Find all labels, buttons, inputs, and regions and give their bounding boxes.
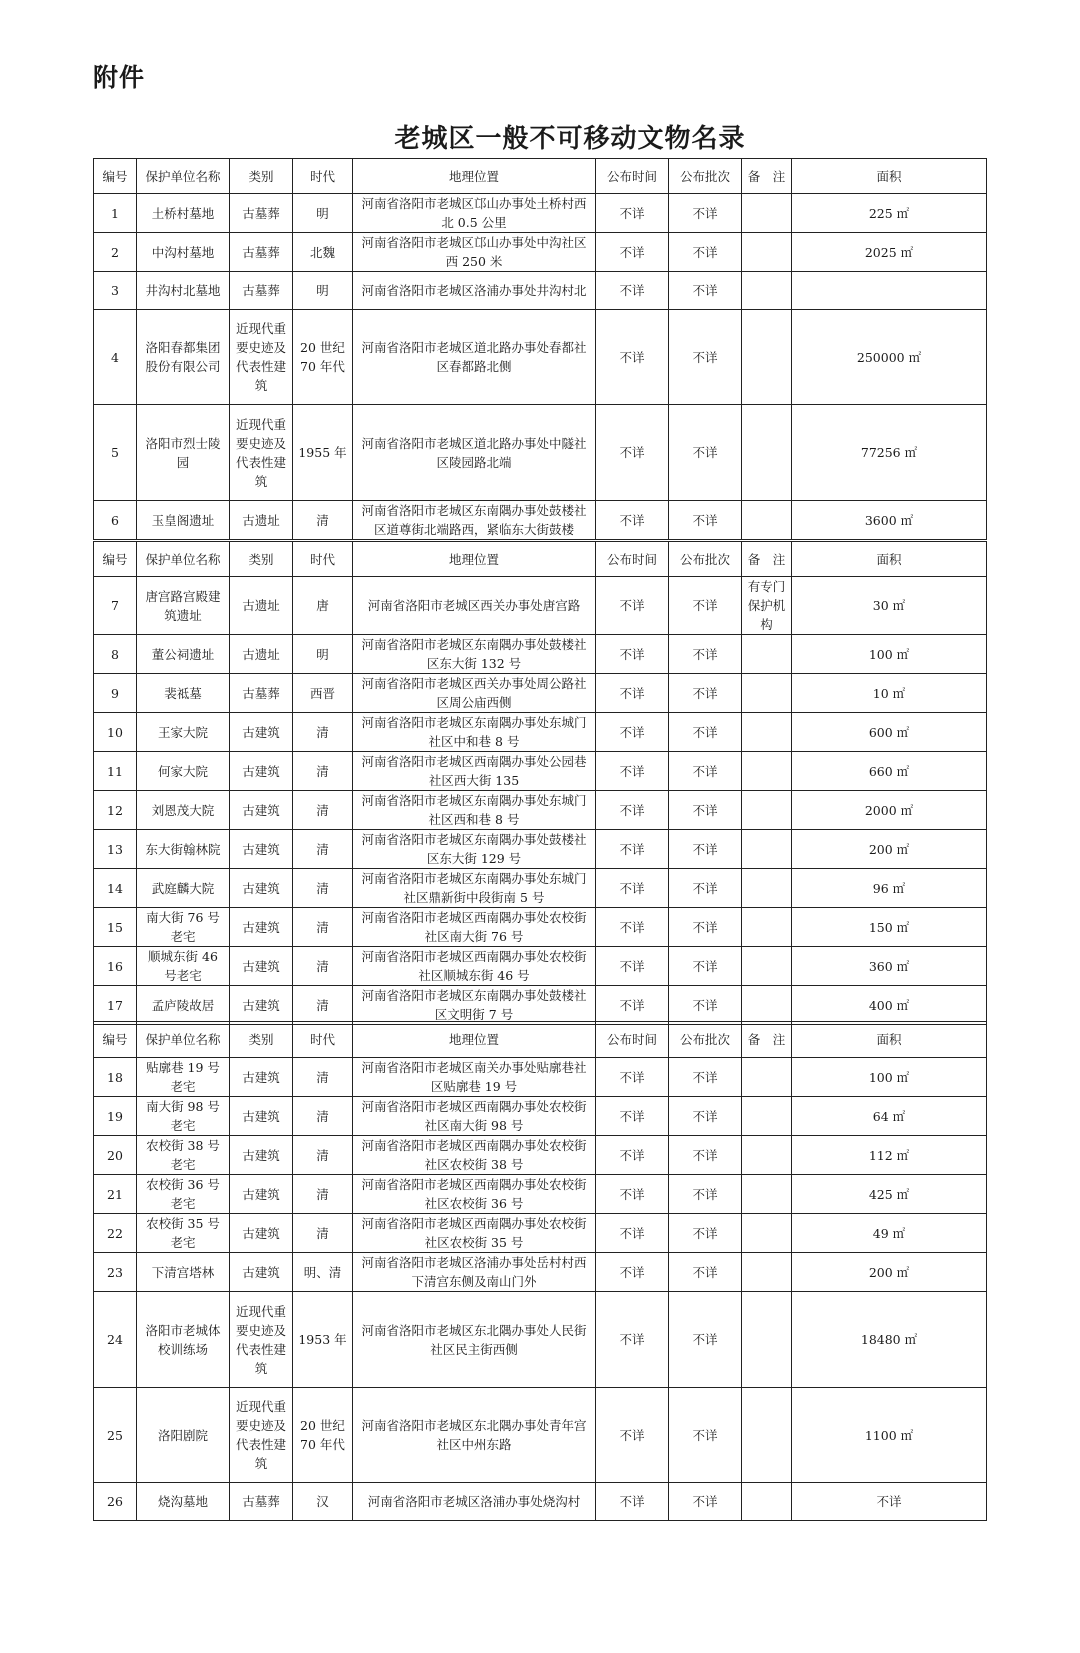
cell-number: 15 bbox=[94, 908, 137, 947]
cell-publish-time: 不详 bbox=[596, 1097, 669, 1136]
cell-publish-time: 不详 bbox=[596, 635, 669, 674]
cell-location: 河南省洛阳市老城区西南隅办事处农校街社区农校街 35 号 bbox=[353, 1214, 596, 1253]
cell-publish-time: 不详 bbox=[596, 986, 669, 1025]
header-area: 面积 bbox=[792, 159, 987, 194]
cell-location: 河南省洛阳市老城区东南隅办事处鼓楼社区东大街 132 号 bbox=[353, 635, 596, 674]
cell-area: 112 ㎡ bbox=[792, 1136, 987, 1175]
table-row bbox=[94, 1292, 987, 1388]
cell-remarks bbox=[742, 1136, 792, 1175]
cell-number: 25 bbox=[94, 1388, 137, 1483]
cell-number: 5 bbox=[94, 405, 137, 501]
cell-area: 18480 ㎡ bbox=[792, 1292, 987, 1388]
cell-publish-batch: 不详 bbox=[669, 1214, 742, 1253]
cell-name: 洛阳市烈士陵园 bbox=[137, 405, 230, 501]
header-category: 类别 bbox=[230, 159, 293, 194]
cell-publish-batch: 不详 bbox=[669, 501, 742, 540]
cell-location: 河南省洛阳市老城区道北路办事处春都社区春都路北侧 bbox=[353, 310, 596, 405]
cell-era: 清 bbox=[293, 947, 353, 986]
cell-area: 77256 ㎡ bbox=[792, 405, 987, 501]
cell-publish-batch: 不详 bbox=[669, 1483, 742, 1521]
cell-category: 古建筑 bbox=[230, 713, 293, 752]
cell-area: 10 ㎡ bbox=[792, 674, 987, 713]
cell-category: 古遗址 bbox=[230, 501, 293, 540]
cell-publish-time: 不详 bbox=[596, 947, 669, 986]
cell-publish-time: 不详 bbox=[596, 1388, 669, 1483]
cell-category: 古建筑 bbox=[230, 791, 293, 830]
cell-category: 近现代重要史迹及代表性建筑 bbox=[230, 310, 293, 405]
table-row bbox=[94, 713, 987, 752]
header-publish-time: 公布时间 bbox=[596, 1022, 669, 1058]
table-row bbox=[94, 908, 987, 947]
header-area: 面积 bbox=[792, 542, 987, 577]
cell-publish-batch: 不详 bbox=[669, 194, 742, 233]
cell-remarks bbox=[742, 869, 792, 908]
cell-category: 古建筑 bbox=[230, 830, 293, 869]
cell-remarks bbox=[742, 908, 792, 947]
relic-table-section bbox=[93, 1021, 987, 1521]
cell-location: 河南省洛阳市老城区东北隅办事处青年宫社区中州东路 bbox=[353, 1388, 596, 1483]
cell-location: 河南省洛阳市老城区邙山办事处中沟社区西 250 米 bbox=[353, 233, 596, 272]
cell-area bbox=[792, 272, 987, 310]
table-row bbox=[94, 752, 987, 791]
cell-publish-time: 不详 bbox=[596, 869, 669, 908]
cell-location: 河南省洛阳市老城区南关办事处贴廓巷社区贴廓巷 19 号 bbox=[353, 1058, 596, 1097]
table-row bbox=[94, 1136, 987, 1175]
cell-area: 2000 ㎡ bbox=[792, 791, 987, 830]
cell-number: 23 bbox=[94, 1253, 137, 1292]
cell-location: 河南省洛阳市老城区东南隅办事处鼓楼社区文明街 7 号 bbox=[353, 986, 596, 1025]
header-number: 编号 bbox=[94, 542, 137, 577]
cell-area: 400 ㎡ bbox=[792, 986, 987, 1025]
cell-category: 古建筑 bbox=[230, 1097, 293, 1136]
cell-publish-time: 不详 bbox=[596, 1058, 669, 1097]
cell-name: 井沟村北墓地 bbox=[137, 272, 230, 310]
cell-publish-batch: 不详 bbox=[669, 233, 742, 272]
cell-era: 1955 年 bbox=[293, 405, 353, 501]
cell-remarks bbox=[742, 194, 792, 233]
table-header-row bbox=[94, 159, 987, 194]
cell-publish-batch: 不详 bbox=[669, 577, 742, 635]
cell-remarks bbox=[742, 1388, 792, 1483]
relic-table-section bbox=[93, 158, 987, 540]
header-remarks: 备 注 bbox=[742, 1022, 792, 1058]
cell-remarks bbox=[742, 635, 792, 674]
cell-category: 古建筑 bbox=[230, 869, 293, 908]
cell-remarks bbox=[742, 1058, 792, 1097]
cell-category: 古建筑 bbox=[230, 1058, 293, 1097]
cell-remarks bbox=[742, 272, 792, 310]
cell-location: 河南省洛阳市老城区西南隅办事处农校街社区南大街 98 号 bbox=[353, 1097, 596, 1136]
header-area: 面积 bbox=[792, 1022, 987, 1058]
cell-era: 清 bbox=[293, 1136, 353, 1175]
cell-number: 18 bbox=[94, 1058, 137, 1097]
cell-publish-time: 不详 bbox=[596, 272, 669, 310]
cell-era: 清 bbox=[293, 1058, 353, 1097]
cell-publish-time: 不详 bbox=[596, 1292, 669, 1388]
header-publish-time: 公布时间 bbox=[596, 542, 669, 577]
cell-name: 洛阳市老城体校训练场 bbox=[137, 1292, 230, 1388]
cell-location: 河南省洛阳市老城区西南隅办事处农校街社区农校街 36 号 bbox=[353, 1175, 596, 1214]
cell-publish-time: 不详 bbox=[596, 1253, 669, 1292]
document-title: 老城区一般不可移动文物名录 bbox=[394, 124, 746, 154]
cell-category: 古建筑 bbox=[230, 1175, 293, 1214]
cell-location: 河南省洛阳市老城区洛浦办事处岳村村西下清宫东侧及南山门外 bbox=[353, 1253, 596, 1292]
table-header-row bbox=[94, 1022, 987, 1058]
cell-category: 近现代重要史迹及代表性建筑 bbox=[230, 1388, 293, 1483]
cell-era: 清 bbox=[293, 1175, 353, 1214]
cell-name: 王家大院 bbox=[137, 713, 230, 752]
cell-era: 清 bbox=[293, 986, 353, 1025]
cell-remarks bbox=[742, 713, 792, 752]
header-publish-time: 公布时间 bbox=[596, 159, 669, 194]
table-row bbox=[94, 405, 987, 501]
cell-publish-time: 不详 bbox=[596, 233, 669, 272]
cell-category: 近现代重要史迹及代表性建筑 bbox=[230, 1292, 293, 1388]
cell-location: 河南省洛阳市老城区西关办事处唐宫路 bbox=[353, 577, 596, 635]
cell-publish-batch: 不详 bbox=[669, 986, 742, 1025]
cell-category: 近现代重要史迹及代表性建筑 bbox=[230, 405, 293, 501]
cell-area: 250000 ㎡ bbox=[792, 310, 987, 405]
cell-publish-batch: 不详 bbox=[669, 272, 742, 310]
cell-publish-time: 不详 bbox=[596, 830, 669, 869]
cell-publish-batch: 不详 bbox=[669, 908, 742, 947]
cell-number: 2 bbox=[94, 233, 137, 272]
cell-location: 河南省洛阳市老城区东南隅办事处鼓楼社区东大街 129 号 bbox=[353, 830, 596, 869]
cell-publish-time: 不详 bbox=[596, 405, 669, 501]
cell-location: 河南省洛阳市老城区西南隅办事处农校街社区南大街 76 号 bbox=[353, 908, 596, 947]
cell-publish-time: 不详 bbox=[596, 791, 669, 830]
cell-location: 河南省洛阳市老城区西关办事处周公路社区周公庙西侧 bbox=[353, 674, 596, 713]
cell-area: 425 ㎡ bbox=[792, 1175, 987, 1214]
cell-era: 西晋 bbox=[293, 674, 353, 713]
cell-area: 600 ㎡ bbox=[792, 713, 987, 752]
table-row bbox=[94, 501, 987, 540]
cell-era: 明 bbox=[293, 194, 353, 233]
cell-category: 古墓葬 bbox=[230, 1483, 293, 1521]
cell-name: 武庭麟大院 bbox=[137, 869, 230, 908]
cell-publish-time: 不详 bbox=[596, 577, 669, 635]
header-era: 时代 bbox=[293, 159, 353, 194]
cell-area: 64 ㎡ bbox=[792, 1097, 987, 1136]
cell-area: 30 ㎡ bbox=[792, 577, 987, 635]
cell-location: 河南省洛阳市老城区西南隅办事处农校街社区农校街 38 号 bbox=[353, 1136, 596, 1175]
cell-name: 董公祠遗址 bbox=[137, 635, 230, 674]
cell-publish-time: 不详 bbox=[596, 194, 669, 233]
table-row bbox=[94, 310, 987, 405]
cell-remarks bbox=[742, 986, 792, 1025]
cell-publish-time: 不详 bbox=[596, 1175, 669, 1214]
cell-remarks bbox=[742, 501, 792, 540]
cell-name: 何家大院 bbox=[137, 752, 230, 791]
cell-location: 河南省洛阳市老城区洛浦办事处井沟村北 bbox=[353, 272, 596, 310]
cell-publish-batch: 不详 bbox=[669, 1253, 742, 1292]
header-category: 类别 bbox=[230, 1022, 293, 1058]
cell-number: 8 bbox=[94, 635, 137, 674]
cell-era: 清 bbox=[293, 1214, 353, 1253]
table-row bbox=[94, 986, 987, 1025]
cell-name: 土桥村墓地 bbox=[137, 194, 230, 233]
cell-publish-batch: 不详 bbox=[669, 869, 742, 908]
cell-era: 清 bbox=[293, 1097, 353, 1136]
cell-remarks bbox=[742, 1253, 792, 1292]
cell-name: 农校街 36 号老宅 bbox=[137, 1175, 230, 1214]
cell-location: 河南省洛阳市老城区东南隅办事处鼓楼社区道尊街北端路西，紧临东大街鼓楼 bbox=[353, 501, 596, 540]
cell-location: 河南省洛阳市老城区西南隅办事处公园巷社区西大街 135 bbox=[353, 752, 596, 791]
table-header-row bbox=[94, 542, 987, 577]
table-row bbox=[94, 1097, 987, 1136]
cell-era: 清 bbox=[293, 830, 353, 869]
cell-category: 古建筑 bbox=[230, 752, 293, 791]
cell-era: 明、清 bbox=[293, 1253, 353, 1292]
cell-name: 孟庐陵故居 bbox=[137, 986, 230, 1025]
cell-number: 12 bbox=[94, 791, 137, 830]
cell-era: 清 bbox=[293, 713, 353, 752]
cell-remarks bbox=[742, 752, 792, 791]
table-row bbox=[94, 869, 987, 908]
cell-remarks bbox=[742, 1292, 792, 1388]
cell-number: 20 bbox=[94, 1136, 137, 1175]
cell-publish-batch: 不详 bbox=[669, 674, 742, 713]
cell-era: 汉 bbox=[293, 1483, 353, 1521]
cell-remarks bbox=[742, 1483, 792, 1521]
cell-era: 清 bbox=[293, 869, 353, 908]
header-number: 编号 bbox=[94, 159, 137, 194]
header-era: 时代 bbox=[293, 542, 353, 577]
cell-publish-time: 不详 bbox=[596, 1214, 669, 1253]
table-row bbox=[94, 1253, 987, 1292]
header-category: 类别 bbox=[230, 542, 293, 577]
cell-location: 河南省洛阳市老城区邙山办事处土桥村西北 0.5 公里 bbox=[353, 194, 596, 233]
cell-location: 河南省洛阳市老城区东南隅办事处东城门社区中和巷 8 号 bbox=[353, 713, 596, 752]
cell-publish-batch: 不详 bbox=[669, 405, 742, 501]
cell-number: 24 bbox=[94, 1292, 137, 1388]
table-row bbox=[94, 194, 987, 233]
cell-name: 南大街 76 号老宅 bbox=[137, 908, 230, 947]
cell-category: 古建筑 bbox=[230, 947, 293, 986]
cell-location: 河南省洛阳市老城区东南隅办事处东城门社区西和巷 8 号 bbox=[353, 791, 596, 830]
cell-location: 河南省洛阳市老城区东南隅办事处东城门社区鼎新街中段街南 5 号 bbox=[353, 869, 596, 908]
table-row bbox=[94, 1214, 987, 1253]
cell-name: 洛阳剧院 bbox=[137, 1388, 230, 1483]
cell-category: 古遗址 bbox=[230, 635, 293, 674]
header-era: 时代 bbox=[293, 1022, 353, 1058]
cell-era: 清 bbox=[293, 791, 353, 830]
cell-remarks bbox=[742, 233, 792, 272]
header-publish-batch: 公布批次 bbox=[669, 159, 742, 194]
cell-remarks bbox=[742, 1097, 792, 1136]
header-number: 编号 bbox=[94, 1022, 137, 1058]
cell-location: 河南省洛阳市老城区西南隅办事处农校街社区顺城东街 46 号 bbox=[353, 947, 596, 986]
cell-category: 古墓葬 bbox=[230, 233, 293, 272]
table-row bbox=[94, 947, 987, 986]
cell-number: 7 bbox=[94, 577, 137, 635]
cell-name: 洛阳春都集团股份有限公司 bbox=[137, 310, 230, 405]
cell-area: 360 ㎡ bbox=[792, 947, 987, 986]
cell-name: 中沟村墓地 bbox=[137, 233, 230, 272]
cell-category: 古墓葬 bbox=[230, 194, 293, 233]
cell-area: 660 ㎡ bbox=[792, 752, 987, 791]
cell-era: 20 世纪 70 年代 bbox=[293, 310, 353, 405]
cell-remarks bbox=[742, 674, 792, 713]
cell-remarks bbox=[742, 405, 792, 501]
cell-publish-time: 不详 bbox=[596, 713, 669, 752]
cell-number: 19 bbox=[94, 1097, 137, 1136]
header-name: 保护单位名称 bbox=[137, 542, 230, 577]
cell-category: 古建筑 bbox=[230, 908, 293, 947]
cell-publish-time: 不详 bbox=[596, 1136, 669, 1175]
cell-publish-time: 不详 bbox=[596, 674, 669, 713]
cell-location: 河南省洛阳市老城区洛浦办事处烧沟村 bbox=[353, 1483, 596, 1521]
cell-publish-batch: 不详 bbox=[669, 1136, 742, 1175]
cell-area: 49 ㎡ bbox=[792, 1214, 987, 1253]
cell-publish-batch: 不详 bbox=[669, 752, 742, 791]
table-row bbox=[94, 830, 987, 869]
cell-category: 古遗址 bbox=[230, 577, 293, 635]
cell-location: 河南省洛阳市老城区东北隅办事处人民街社区民主街西侧 bbox=[353, 1292, 596, 1388]
table-row bbox=[94, 674, 987, 713]
cell-publish-batch: 不详 bbox=[669, 1175, 742, 1214]
cell-era: 清 bbox=[293, 501, 353, 540]
cell-area: 100 ㎡ bbox=[792, 635, 987, 674]
attachment-label: 附件 bbox=[93, 63, 146, 92]
cell-name: 唐宫路宫殿建筑遗址 bbox=[137, 577, 230, 635]
header-publish-batch: 公布批次 bbox=[669, 542, 742, 577]
cell-area: 1100 ㎡ bbox=[792, 1388, 987, 1483]
cell-category: 古墓葬 bbox=[230, 674, 293, 713]
cell-remarks bbox=[742, 947, 792, 986]
cell-publish-batch: 不详 bbox=[669, 1388, 742, 1483]
cell-era: 明 bbox=[293, 272, 353, 310]
cell-name: 玉皇阁遗址 bbox=[137, 501, 230, 540]
cell-remarks bbox=[742, 1214, 792, 1253]
cell-number: 14 bbox=[94, 869, 137, 908]
cell-publish-time: 不详 bbox=[596, 908, 669, 947]
cell-number: 22 bbox=[94, 1214, 137, 1253]
cell-category: 古建筑 bbox=[230, 1136, 293, 1175]
cell-remarks bbox=[742, 791, 792, 830]
table-row bbox=[94, 272, 987, 310]
cell-era: 1953 年 bbox=[293, 1292, 353, 1388]
table-row bbox=[94, 233, 987, 272]
table-row bbox=[94, 791, 987, 830]
cell-category: 古建筑 bbox=[230, 1253, 293, 1292]
cell-era: 明 bbox=[293, 635, 353, 674]
cell-number: 6 bbox=[94, 501, 137, 540]
cell-remarks bbox=[742, 310, 792, 405]
cell-area: 100 ㎡ bbox=[792, 1058, 987, 1097]
header-publish-batch: 公布批次 bbox=[669, 1022, 742, 1058]
cell-name: 农校街 38 号老宅 bbox=[137, 1136, 230, 1175]
cell-number: 17 bbox=[94, 986, 137, 1025]
cell-area: 225 ㎡ bbox=[792, 194, 987, 233]
cell-number: 1 bbox=[94, 194, 137, 233]
cell-name: 顺城东街 46 号老宅 bbox=[137, 947, 230, 986]
cell-number: 10 bbox=[94, 713, 137, 752]
cell-publish-batch: 不详 bbox=[669, 830, 742, 869]
cell-remarks bbox=[742, 830, 792, 869]
cell-name: 裴祗墓 bbox=[137, 674, 230, 713]
header-location: 地理位置 bbox=[353, 159, 596, 194]
table-row bbox=[94, 1483, 987, 1521]
cell-remarks bbox=[742, 1175, 792, 1214]
table-row bbox=[94, 1058, 987, 1097]
cell-name: 烧沟墓地 bbox=[137, 1483, 230, 1521]
cell-era: 清 bbox=[293, 752, 353, 791]
cell-name: 下清宫塔林 bbox=[137, 1253, 230, 1292]
cell-location: 河南省洛阳市老城区道北路办事处中隧社区陵园路北端 bbox=[353, 405, 596, 501]
cell-publish-time: 不详 bbox=[596, 752, 669, 791]
cell-area: 3600 ㎡ bbox=[792, 501, 987, 540]
header-remarks: 备 注 bbox=[742, 542, 792, 577]
table-row bbox=[94, 635, 987, 674]
cell-era: 唐 bbox=[293, 577, 353, 635]
cell-publish-batch: 不详 bbox=[669, 1097, 742, 1136]
cell-publish-time: 不详 bbox=[596, 501, 669, 540]
cell-area: 96 ㎡ bbox=[792, 869, 987, 908]
header-location: 地理位置 bbox=[353, 542, 596, 577]
cell-publish-batch: 不详 bbox=[669, 947, 742, 986]
cell-number: 16 bbox=[94, 947, 137, 986]
cell-name: 贴廓巷 19 号老宅 bbox=[137, 1058, 230, 1097]
cell-name: 南大街 98 号老宅 bbox=[137, 1097, 230, 1136]
header-remarks: 备 注 bbox=[742, 159, 792, 194]
cell-area: 200 ㎡ bbox=[792, 1253, 987, 1292]
cell-era: 20 世纪 70 年代 bbox=[293, 1388, 353, 1483]
cell-publish-batch: 不详 bbox=[669, 635, 742, 674]
cell-category: 古建筑 bbox=[230, 986, 293, 1025]
cell-category: 古建筑 bbox=[230, 1214, 293, 1253]
cell-publish-batch: 不详 bbox=[669, 791, 742, 830]
cell-publish-time: 不详 bbox=[596, 310, 669, 405]
cell-area: 200 ㎡ bbox=[792, 830, 987, 869]
cell-name: 农校街 35 号老宅 bbox=[137, 1214, 230, 1253]
cell-publish-time: 不详 bbox=[596, 1483, 669, 1521]
cell-area: 150 ㎡ bbox=[792, 908, 987, 947]
header-location: 地理位置 bbox=[353, 1022, 596, 1058]
table-row bbox=[94, 1175, 987, 1214]
cell-number: 9 bbox=[94, 674, 137, 713]
header-name: 保护单位名称 bbox=[137, 1022, 230, 1058]
cell-number: 3 bbox=[94, 272, 137, 310]
cell-number: 13 bbox=[94, 830, 137, 869]
cell-category: 古墓葬 bbox=[230, 272, 293, 310]
cell-area: 2025 ㎡ bbox=[792, 233, 987, 272]
table-row bbox=[94, 577, 987, 635]
cell-name: 东大街翰林院 bbox=[137, 830, 230, 869]
cell-publish-batch: 不详 bbox=[669, 713, 742, 752]
cell-name: 刘恩茂大院 bbox=[137, 791, 230, 830]
cell-number: 4 bbox=[94, 310, 137, 405]
header-name: 保护单位名称 bbox=[137, 159, 230, 194]
cell-number: 26 bbox=[94, 1483, 137, 1521]
cell-era: 清 bbox=[293, 908, 353, 947]
cell-number: 11 bbox=[94, 752, 137, 791]
table-row bbox=[94, 1388, 987, 1483]
cell-publish-batch: 不详 bbox=[669, 1292, 742, 1388]
cell-number: 21 bbox=[94, 1175, 137, 1214]
relic-table-section bbox=[93, 541, 987, 1025]
cell-area: 不详 bbox=[792, 1483, 987, 1521]
cell-publish-batch: 不详 bbox=[669, 1058, 742, 1097]
cell-remarks: 有专门保护机构 bbox=[742, 577, 792, 635]
cell-era: 北魏 bbox=[293, 233, 353, 272]
cell-publish-batch: 不详 bbox=[669, 310, 742, 405]
